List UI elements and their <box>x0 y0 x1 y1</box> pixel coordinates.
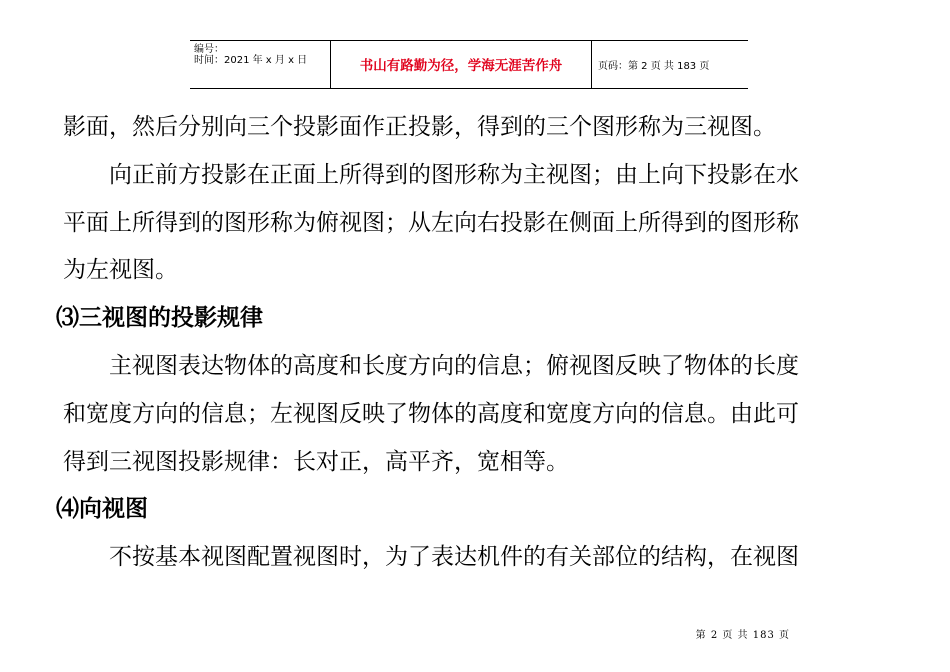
body-line: 平面上所得到的图形称为俯视图；从左向右投影在侧面上所得到的图形称 <box>63 209 799 236</box>
serial-label: 编号： <box>194 44 224 55</box>
body-line: 影面，然后分别向三个投影面作正投影，得到的三个图形称为三视图。 <box>63 114 776 140</box>
time-label: 时间：2021 年 x 月 x 日 <box>194 55 308 66</box>
document-body <box>56 104 883 582</box>
section-heading: ⑶三视图的投影规律 <box>56 305 263 332</box>
body-line: 主视图表达物体的高度和长度方向的信息；俯视图反映了物体的长度 <box>109 352 799 379</box>
header-motto-cell <box>331 41 592 88</box>
header-motto: 书山有路勤为径，学海无涯苦作舟 <box>359 58 563 74</box>
body-line: 为左视图。 <box>63 257 178 284</box>
header-info-cell <box>190 41 331 88</box>
page-footer: 第 2 页 共 183 页 <box>695 630 790 641</box>
header-page-number: 页码：第 2 页 共 183 页 <box>598 61 710 72</box>
body-line: 和宽度方向的信息；左视图反映了物体的高度和宽度方向的信息。由此可 <box>63 400 799 427</box>
section-heading: ⑷向视图 <box>56 496 148 523</box>
header-page-cell <box>592 41 748 88</box>
body-line: 不按基本视图配置视图时，为了表达机件的有关部位的结构，在视图 <box>109 544 799 571</box>
body-line: 得到三视图投影规律：长对正，高平齐，宽相等。 <box>63 448 569 475</box>
body-line: 向正前方投影在正面上所得到的图形称为主视图；由上向下投影在水 <box>109 161 799 188</box>
page-header <box>190 40 748 89</box>
